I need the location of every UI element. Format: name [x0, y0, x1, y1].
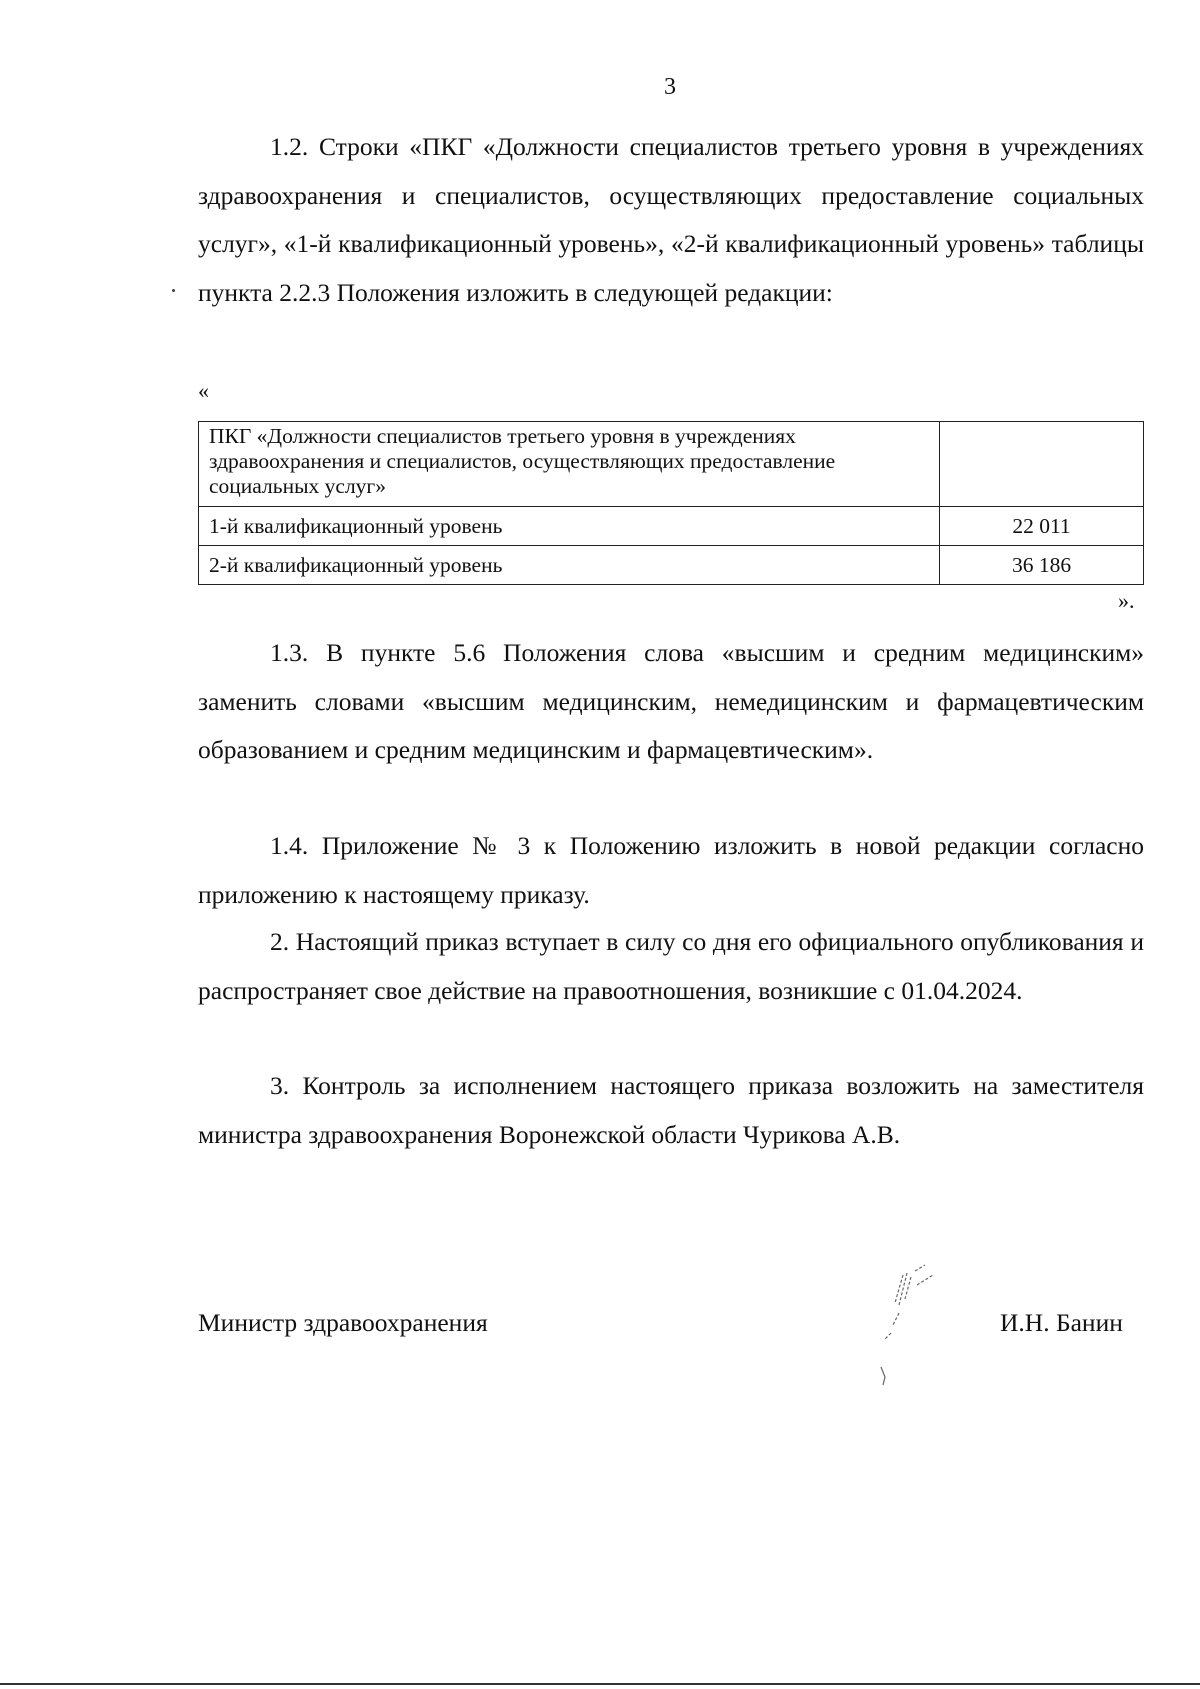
table-cell-value: 36 186 [940, 546, 1144, 585]
scan-artifact-dot [172, 289, 175, 292]
signatory-position: Министр здравоохранения [198, 1308, 488, 1337]
table-open-quote: « [198, 378, 209, 403]
paragraph-1-3: 1.3. В пункте 5.6 Положения слова «высшим и средним медицинским» заменить словами «высшим медицинским, немедицинским и фармацевтическим образованием и средним медицинским и фармацевтическим». [198, 638, 1144, 764]
paragraph-3: 3. Контроль за исполнением настоящего приказа возложить на заместителя министра здравоохранения Воронежской области Чурикова А.В. [198, 1071, 1144, 1149]
signatory-name: И.Н. Банин [1000, 1308, 1123, 1337]
table-row [199, 422, 1144, 507]
handwritten-signature [855, 1255, 975, 1395]
table-row [199, 507, 1144, 546]
table-cell-value [940, 422, 1144, 507]
pkg-table [198, 421, 1144, 585]
table-cell-value: 22 011 [940, 507, 1144, 546]
table-cell-group-name: ПКГ «Должности специалистов третьего уровня в учреждениях здравоохранения и специалистов, осуществляющих предоставление социальных услуг» [199, 422, 940, 507]
page-number: 3 [664, 74, 676, 100]
paragraph-1-2: 1.2. Строки «ПКГ «Должности специалистов третьего уровня в учреждениях здравоохранения и специалистов, осуществляющих предоставление социальных услуг», «1-й квалификационный уровень», «2-й квалификационный уровень» таблицы пункта 2.2.3 Положения изложить в следующей редакции: [198, 132, 1144, 307]
paragraph-2: 2. Настоящий приказ вступает в силу со дня его официального опубликования и распространяет свое действие на правоотношения, возникшие с 01.04.2024. [198, 927, 1144, 1005]
table-cell-level-name: 1-й квалификационный уровень [199, 507, 940, 546]
table-row [199, 546, 1144, 585]
paragraph-1-4: 1.4. Приложение № 3 к Положению изложить в новой редакции согласно приложению к настоящему приказу. [198, 831, 1144, 909]
table-cell-level-name: 2-й квалификационный уровень [199, 546, 940, 585]
table-close-quote: ». [1118, 588, 1135, 613]
page-bottom-border [0, 1683, 1200, 1685]
